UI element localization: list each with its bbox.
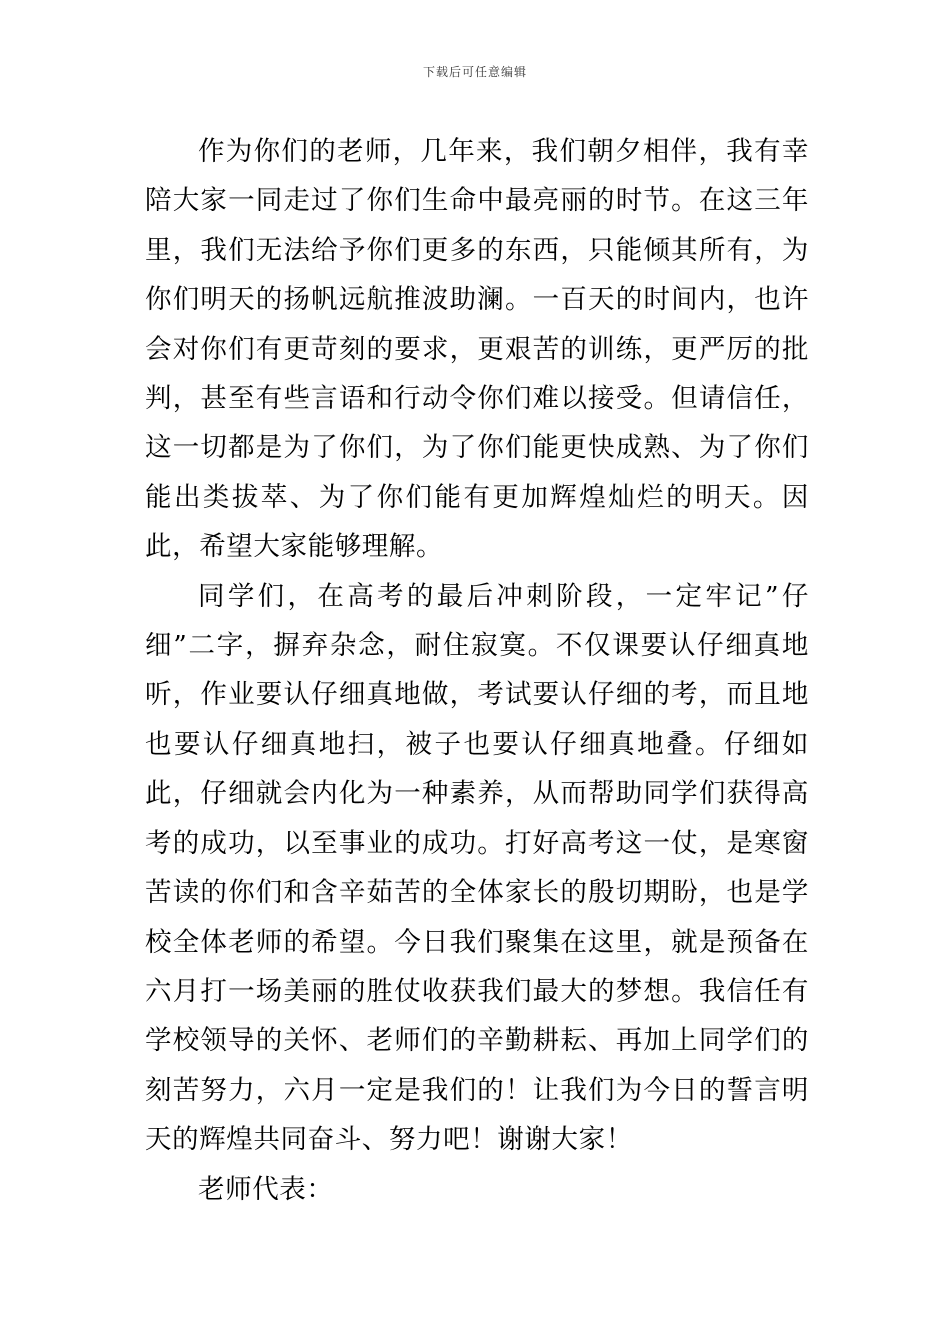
- paragraph-1: 作为你们的老师，几年来，我们朝夕相伴，我有幸陪大家一同走过了你们生命中最亮丽的时节。在这三年里，我们无法给予你们更多的东西，只能倾其所有，为你们明天的扬帆远航推波助澜。一百天的时间内，也许会对你们有更苛刻的要求，更艰苦的训练，更严厉的批判，甚至有些言语和行动令你们难以接受。但请信任，这一切都是为了你们，为了你们能更快成熟、为了你们能出类拔萃、为了你们能有更加辉煌灿烂的明天。因此，希望大家能够理解。: [145, 136, 809, 563]
- document-body: [145, 127, 809, 1214]
- paragraph-2: 同学们，在高考的最后冲刺阶段，一定牢记”仔细”二字，摒弃杂念，耐住寂寞。不仅课要认仔细真地听，作业要认仔细真地做，考试要认仔细的考，而且地也要认仔细真地扫，被子也要认仔细真地叠。仔细如此，仔细就会内化为一种素养，从而帮助同学们获得高考的成功，以至事业的成功。打好高考这一仗，是寒窗苦读的你们和含辛茹苦的全体家长的殷切期盼，也是学校全体老师的希望。今日我们聚集在这里，就是预备在六月打一场美丽的胜仗收获我们最大的梦想。我信任有学校领导的关怀、老师们的辛勤耕耘、再加上同学们的刻苦努力，六月一定是我们的！让我们为今日的誓言明天的辉煌共同奋斗、努力吧！谢谢大家！: [145, 580, 809, 1156]
- header-note: 下载后可任意编辑: [422, 65, 527, 79]
- signature-line: 老师代表：: [198, 1173, 334, 1205]
